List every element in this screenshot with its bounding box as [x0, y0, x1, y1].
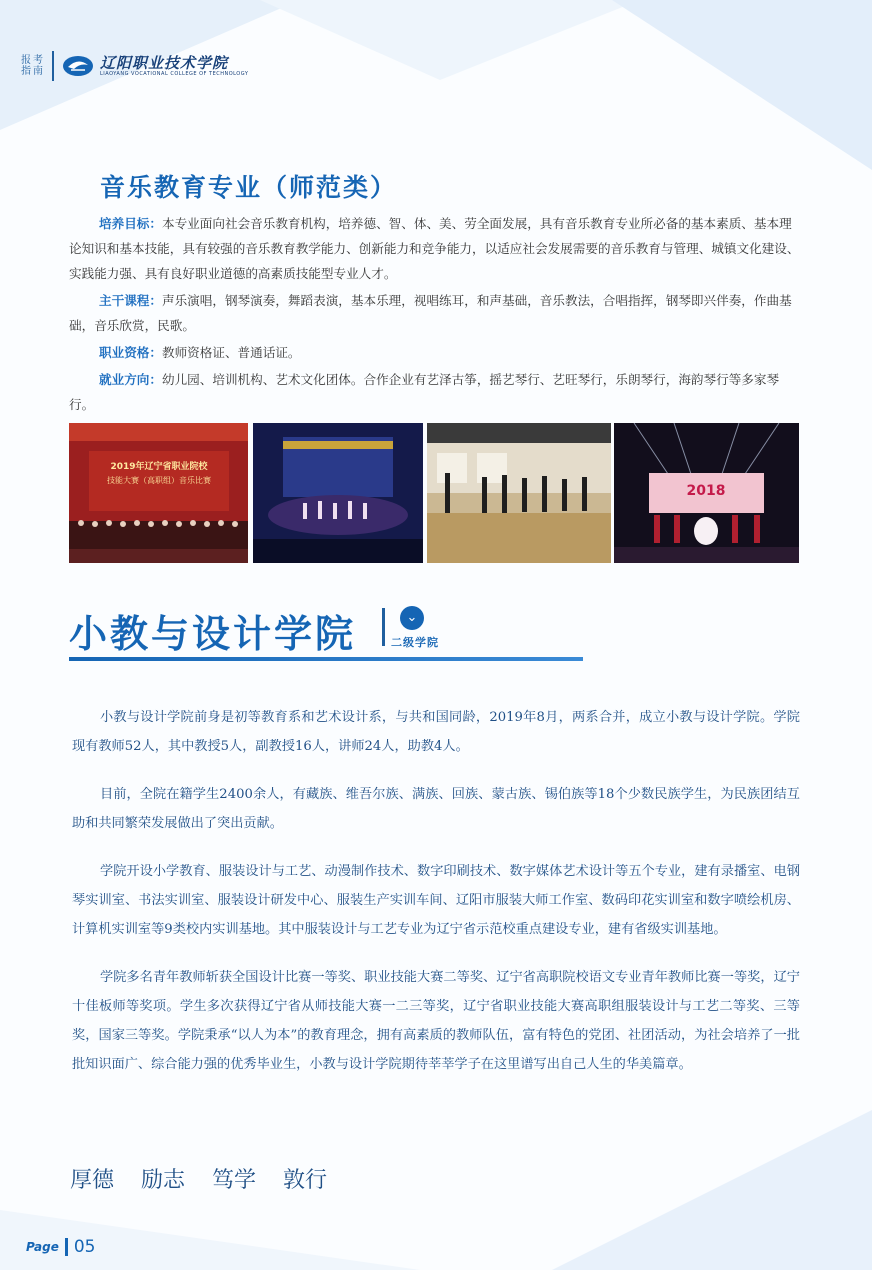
- motto-word: 笃学: [212, 1168, 257, 1193]
- college-name-cn: 辽阳职业技术学院: [100, 53, 229, 72]
- college-description: [72, 703, 800, 1098]
- college-name: [100, 55, 248, 78]
- photo-dance-class: [427, 423, 611, 563]
- college-title: 小教与设计学院: [69, 612, 357, 656]
- info-label: 就业方向：: [99, 372, 162, 387]
- info-text: 教师资格证、普通话证。: [161, 345, 301, 360]
- photo-concert-stage: [614, 423, 799, 563]
- background-shape: [612, 0, 872, 170]
- major-title: 音乐教育专业（师范类）: [100, 173, 398, 202]
- secondary-college-badge: 二级学院: [391, 636, 439, 649]
- background-shape: [260, 0, 640, 80]
- photo-stage-performance: [253, 423, 423, 563]
- paragraph: 学院多名青年教师斩获全国设计比赛一等奖、职业技能大赛二等奖、辽宁省高职院校语文专业青年教师比赛一等奖，辽宁十佳板师等奖项。学生多次获得辽宁省从师技能大赛一二三等奖，辽宁省职业技能大赛高职组服装设计与工艺二等奖、三等奖，国家三等奖。学院秉承“以人为本”的教育理念，拥有高素质的教师队伍，富有特色的党团、社团活动，为社会培养了一批批知识面广、综合能力强的优秀毕业生，小教与设计学院期待莘莘学子在这里谱写出自己人生的华美篇章。: [72, 970, 800, 1072]
- info-text: 幼儿园、培训机构、艺术文化团体。合作企业有艺泽古筝，摇艺琴行、艺旺琴行，乐朗琴行，海韵琴行等多家琴行。: [69, 372, 780, 412]
- page-word: Page: [26, 1240, 59, 1254]
- motto-word: 励志: [141, 1168, 186, 1193]
- title-divider: [382, 608, 385, 646]
- chevron-down-icon: ⌄: [400, 606, 424, 630]
- info-label: 主干课程：: [99, 293, 162, 308]
- info-item: [69, 288, 804, 338]
- photo-caption-year: 2019年辽宁省职业院校: [110, 462, 208, 472]
- info-text: 声乐演唱，钢琴演奏，舞蹈表演，基本乐理，视唱练耳，和声基础，音乐教法，合唱指挥，钢琴即兴伴奏，作曲基础，音乐欣赏，民歌。: [69, 293, 792, 333]
- page-header: [20, 48, 248, 84]
- guide-label: 报 考 指 南: [21, 55, 43, 77]
- info-text: 本专业面向社会音乐教育机构，培养德、智、体、美、劳全面发展，具有音乐教育专业所必备的基本素质、基本理论知识和基本技能，具有较强的音乐教育教学能力、创新能力和竞争能力，以适应社会发展需要的音乐教育与管理、城镇文化建设、实践能力强、具有良好职业道德的高素质技能型专业人才。: [69, 216, 800, 281]
- title-underline: [69, 657, 583, 661]
- page-footer: [26, 1237, 96, 1257]
- photo-music-competition: [69, 423, 248, 563]
- college-logo-icon: [62, 55, 94, 77]
- paragraph: 目前，全院在籍学生2400余人，有藏族、维吾尔族、满族、回族、蒙古族、锡伯族等18个少数民族学生，为民族团结互助和共同繁荣发展做出了突出贡献。: [72, 787, 800, 831]
- major-info: [69, 211, 804, 419]
- background-shape: [552, 1110, 872, 1270]
- motto-word: 厚德: [70, 1168, 115, 1193]
- photo-caption-line: 技能大赛（高职组）音乐比赛: [107, 476, 211, 485]
- info-label: 培养目标：: [99, 216, 162, 231]
- school-motto: [70, 1163, 347, 1194]
- motto-word: 敦行: [283, 1168, 328, 1193]
- paragraph: 小教与设计学院前身是初等教育系和艺术设计系，与共和国同龄，2019年8月，两系合并，成立小教与设计学院。学院现有教师52人，其中教授5人，副教授16人，讲师24人，助教4人。: [72, 710, 800, 754]
- page-number: 05: [73, 1237, 96, 1257]
- footer-divider: [65, 1238, 68, 1256]
- info-label: 职业资格：: [99, 345, 162, 360]
- college-name-en: LIAOYANG VOCATIONAL COLLEGE OF TECHNOLOGY: [100, 70, 249, 77]
- paragraph: 学院开设小学教育、服装设计与工艺、动漫制作技术、数字印刷技术、数字媒体艺术设计等五个专业，建有录播室、电钢琴实训室、书法实训室、服装设计研发中心、服装生产实训车间、辽阳市服装大师工作室、数码印花实训室和数字喷绘机房、计算机实训室等9类校内实训基地。其中服装设计与工艺专业为辽宁省示范校重点建设专业，建有省级实训基地。: [72, 864, 800, 937]
- info-item: [69, 367, 804, 417]
- photo-caption-year: 2018: [686, 483, 726, 499]
- header-divider: [52, 51, 54, 81]
- info-item: [69, 340, 804, 365]
- info-item: [69, 211, 804, 286]
